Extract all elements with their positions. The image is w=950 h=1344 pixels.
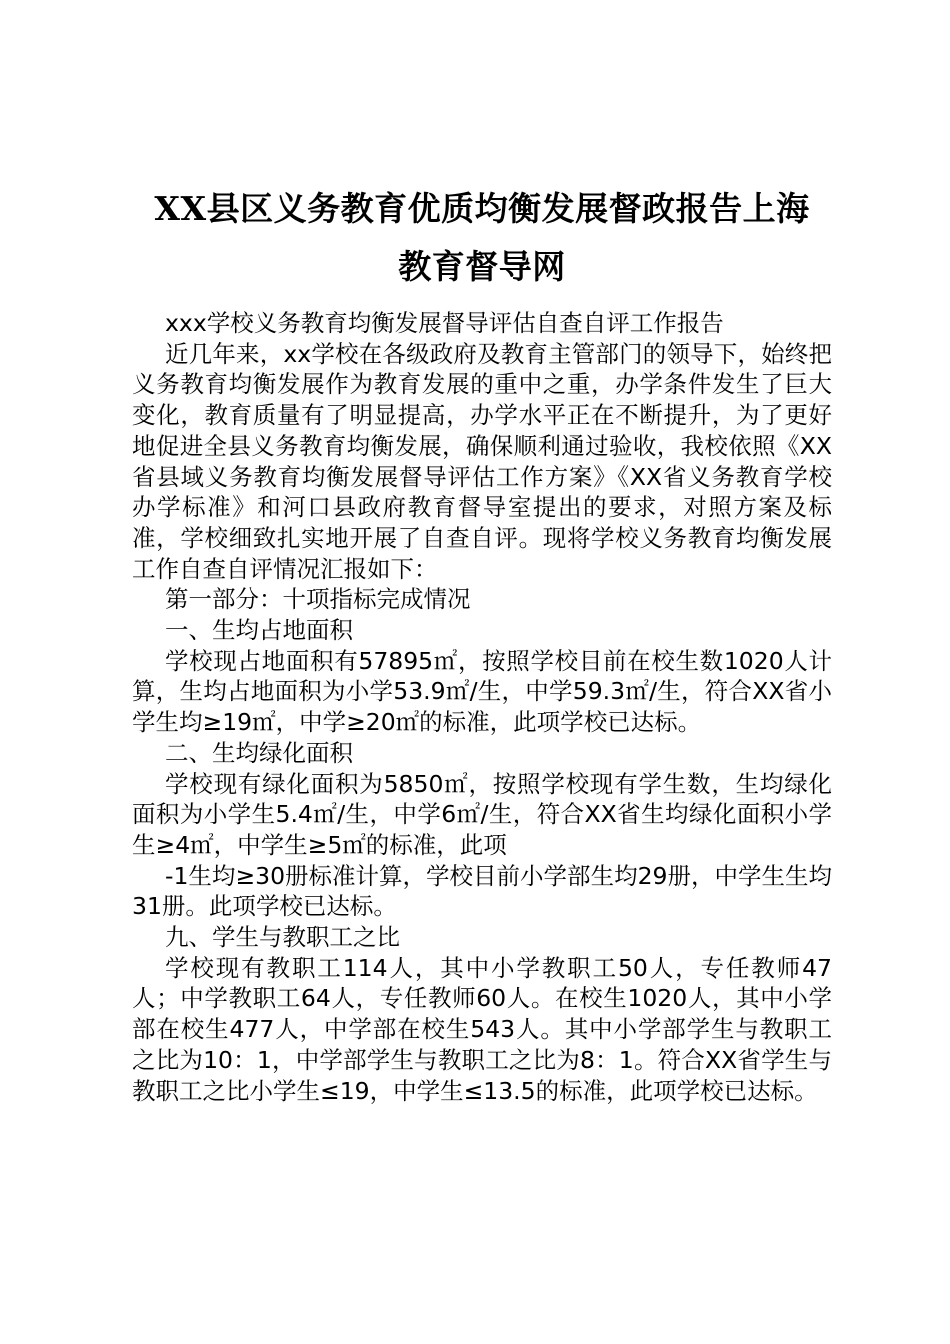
section-heading-green-area: 二、生均绿化面积 [165, 738, 353, 767]
document-page [132, 180, 832, 1106]
section-heading-part-one: 第一部分：十项指标完成情况 [165, 585, 471, 614]
section-heading-staff-ratio: 九、学生与教职工之比 [165, 923, 400, 952]
section-heading-land-area: 一、生均占地面积 [165, 616, 353, 645]
books-paragraph: -1生均≥30册标准计算，学校目前小学部生均29册，中学生生均31册。此项学校已达标。 [132, 861, 832, 921]
document-body [132, 308, 832, 1106]
green-area-paragraph: 学校现有绿化面积为5850㎡，按照学校现有学生数，生均绿化面积为小学生5.4㎡/生，中学6㎡/生，符合XX省生均绿化面积小学生≥4㎡，中学生≥5㎡的标准，此项 [132, 769, 832, 859]
land-area-paragraph: 学校现占地面积有57895㎡，按照学校目前在校生数1020人计算，生均占地面积为小学53.9㎡/生，中学59.3㎡/生，符合XX省小学生均≥19㎡，中学≥20㎡的标准，此项学校已达标。 [132, 646, 832, 737]
staff-ratio-paragraph: 学校现有教职工114人，其中小学教职工50人，专任教师47人；中学教职工64人，专任教师60人。在校生1020人，其中小学部在校生477人，中学部在校生543人。其中小学部学生与教职工之比为10：1，中学部学生与教职工之比为8：1。符合XX省学生与教职工之比小学生≤19，中学生≤13.5的标准，此项学校已达标。 [132, 953, 832, 1105]
title-line-1: XX县区义务教育优质均衡发展督政报告上海 [154, 189, 810, 228]
report-subtitle: xxx学校义务教育均衡发展督导评估自查自评工作报告 [165, 309, 724, 337]
intro-paragraph: 近几年来，xx学校在各级政府及教育主管部门的领导下，始终把义务教育均衡发展作为教育发展的重中之重，办学条件发生了巨大变化，教育质量有了明显提高，办学水平正在不断提升，为了更好地促进全县义务教育均衡发展，确保顺利通过验收，我校依照《XX省县域义务教育均衡发展督导评估工作方案》《XX省义务教育学校办学标准》和河口县政府教育督导室提出的要求，对照方案及标准，学校细致扎实地开展了自查自评。现将学校义务教育均衡发展工作自查自评情况汇报如下： [132, 339, 832, 583]
document-title [112, 180, 852, 296]
title-line-2: 教育督导网 [398, 247, 566, 286]
